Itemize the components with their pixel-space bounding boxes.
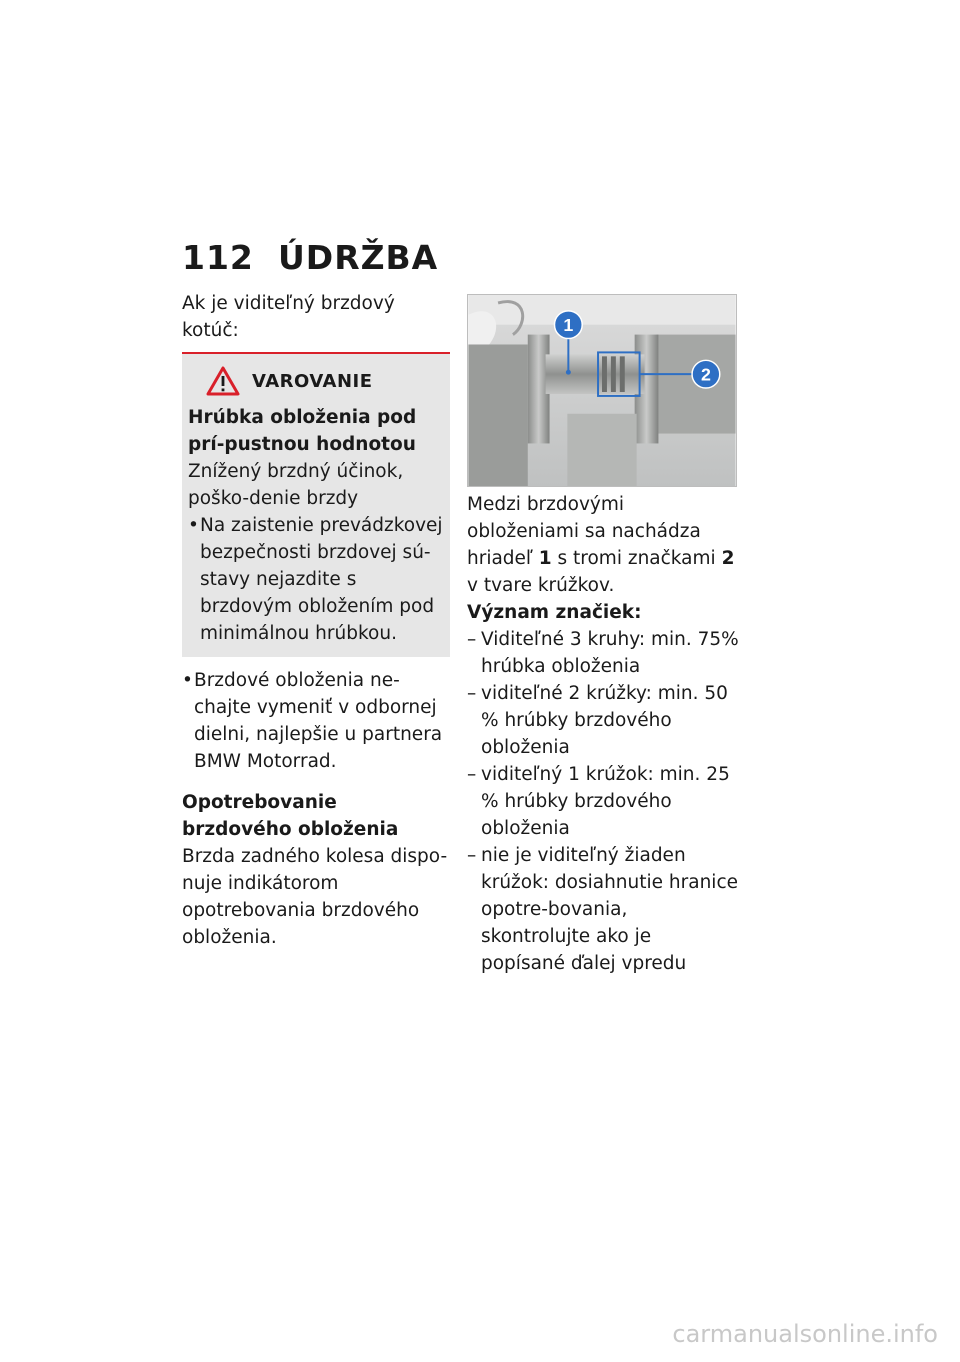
warning-label: VAROVANIE <box>252 370 373 392</box>
desc-part: s tromi značkami <box>551 548 722 569</box>
marks-item <box>467 842 739 977</box>
warning-title: Hrúbka obloženia pod prí-pustnou hodnotou <box>188 407 417 455</box>
page-number: 112 <box>182 238 254 277</box>
desc-callout-2: 2 <box>721 548 735 569</box>
marks-item-text: viditeľný 1 krúžok: min. 25 % hrúbky brzdového obloženia <box>481 764 730 839</box>
desc-part: v tvare krúžkov. <box>467 575 615 596</box>
service-bullet-text: Brzdové obloženia ne-chajte vymeniť v odbornej dielni, najlepšie u partnera BMW Motorrad. <box>194 670 443 772</box>
warning-bullet-text: Na zaistenie prevádzkovej bezpečnosti brzdovej sú-stavy nejazdite s brzdovým obložením pod minimálnou hrúbkou. <box>200 515 443 644</box>
service-bullet <box>182 667 450 775</box>
desc-callout-1: 1 <box>538 548 552 569</box>
marks-item-text: nie je viditeľný žiaden krúžok: dosiahnutie hranice opotre-bovania, skontrolujte ako je popísané ďalej vpredu <box>481 845 738 974</box>
bullet-mark: • <box>188 515 199 536</box>
marks-heading: Význam značiek: <box>467 602 642 623</box>
desc-part: Medzi brzdovými obloženiami sa nachádza hriadeľ <box>467 494 701 569</box>
callout-1: 1 <box>563 315 574 336</box>
marks-item <box>467 626 739 680</box>
warning-consequence: Znížený brzdný účinok, poško-denie brzdy <box>188 461 404 509</box>
bullet-mark: • <box>182 670 193 691</box>
section-title: ÚDRŽBA <box>278 238 439 277</box>
warning-triangle-icon <box>206 366 240 396</box>
intro-text: Ak je viditeľný brzdový kotúč: <box>182 293 395 341</box>
page-header <box>182 238 438 277</box>
warning-header <box>206 366 444 396</box>
left-column <box>182 290 450 951</box>
marks-item <box>467 761 739 842</box>
warning-box <box>182 354 450 657</box>
subheading: Opotrebovanie brzdového obloženia <box>182 792 399 840</box>
warning-bullet <box>188 512 444 647</box>
dash-mark: – <box>467 629 477 650</box>
callout-2: 2 <box>700 364 711 385</box>
body-text: Brzda zadného kolesa dispo-nuje indikátorom opotrebovania brzdového obloženia. <box>182 846 448 948</box>
marks-item-text: viditeľné 2 krúžky: min. 50 % hrúbky brzdového obloženia <box>481 683 728 758</box>
figure-description <box>467 491 739 599</box>
brake-pad-wear-figure <box>467 294 737 487</box>
dash-mark: – <box>467 683 477 704</box>
dash-mark: – <box>467 845 477 866</box>
dash-mark: – <box>467 764 477 785</box>
marks-item-text: Viditeľné 3 kruhy: min. 75% hrúbka obloženia <box>481 629 739 677</box>
marks-item <box>467 680 739 761</box>
right-column <box>467 294 739 977</box>
watermark: carmanualsonline.info <box>672 1320 938 1348</box>
